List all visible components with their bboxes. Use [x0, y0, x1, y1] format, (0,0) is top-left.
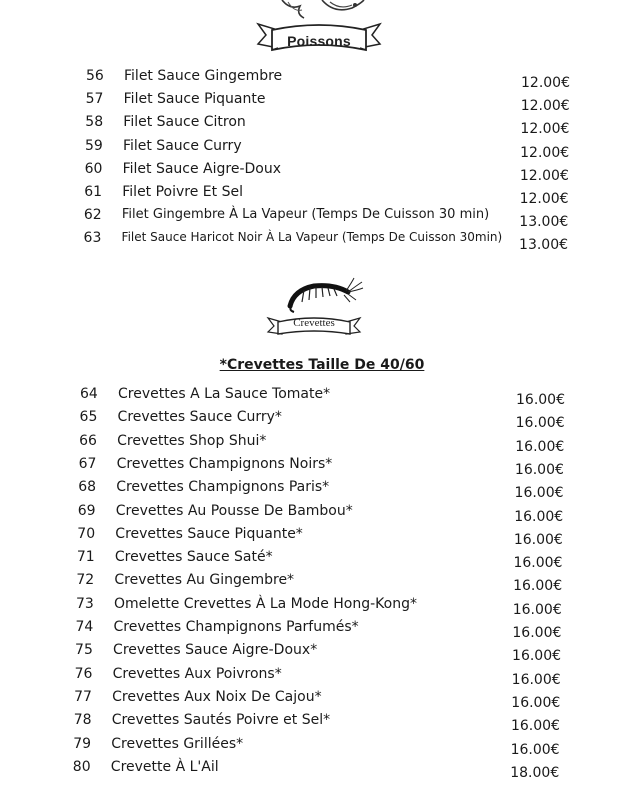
item-name: Filet Sauce Haricot Noir À La Vapeur (Temps De Cuisson 30min): [121, 230, 503, 245]
item-price: 12.00€: [519, 191, 569, 207]
item-name: Crevettes Champignons Parfumés*: [113, 619, 359, 635]
item-price: 16.00€: [512, 648, 562, 665]
item-price: 16.00€: [513, 555, 563, 572]
menu-item: [73, 736, 593, 758]
item-price: 12.00€: [519, 167, 569, 184]
item-price: 16.00€: [510, 718, 560, 735]
menu-item: [79, 433, 599, 455]
item-number: 56: [86, 68, 104, 84]
item-name: Filet Sauce Gingembre: [124, 68, 283, 84]
item-number: 68: [78, 479, 97, 496]
item-name: Crevettes Au Gingembre*: [114, 572, 295, 589]
item-number: 60: [84, 160, 103, 177]
menu-item: [79, 456, 599, 478]
item-number: 64: [80, 386, 98, 402]
item-price: 12.00€: [520, 121, 570, 138]
menu-item: [73, 759, 593, 781]
item-price: 18.00€: [510, 764, 560, 781]
crevettes-banner: [264, 276, 364, 338]
menu-item: [86, 91, 606, 113]
item-number: 80: [72, 758, 91, 775]
menu-item: [75, 666, 595, 688]
item-price: 16.00€: [515, 415, 565, 432]
menu-item: [85, 138, 605, 160]
item-name: Filet Sauce Aigre-Doux: [122, 160, 282, 177]
menu-item: [76, 572, 596, 594]
menu-item: [84, 184, 604, 206]
item-price: 16.00€: [516, 392, 565, 408]
menu-item: [76, 619, 596, 641]
item-price: 16.00€: [514, 485, 564, 502]
menu-item: [74, 689, 594, 711]
poissons-title: Poissons: [287, 33, 351, 49]
item-name: Crevettes Sauce Piquante*: [115, 525, 303, 542]
menu-item: [80, 386, 600, 408]
item-price: 16.00€: [515, 438, 565, 455]
item-price: 12.00€: [520, 144, 570, 161]
item-name: Omelette Crevettes À La Mode Hong-Kong*: [113, 595, 417, 612]
item-name: Crevettes Grillées*: [111, 735, 244, 752]
item-number: 69: [77, 502, 96, 519]
item-price: 16.00€: [513, 578, 563, 595]
menu-item: [76, 596, 596, 618]
menu-item: [85, 114, 605, 136]
menu-item: [77, 549, 597, 571]
item-name: Crevettes Aux Poivrons*: [112, 665, 282, 682]
item-number: 71: [76, 549, 95, 566]
item-name: Filet Gingembre À La Vapeur (Temps De Cuisson 30 min): [121, 207, 490, 223]
item-name: Crevettes Aux Noix De Cajou*: [112, 688, 322, 705]
item-number: 76: [74, 665, 93, 682]
item-name: Crevettes Sautés Poivre et Sel*: [111, 712, 331, 729]
poissons-banner: [252, 0, 386, 58]
item-number: 67: [78, 455, 97, 472]
item-name: Crevette À L'Ail: [110, 758, 219, 775]
fish-icon: [252, 0, 386, 58]
item-name: Filet Sauce Curry: [122, 137, 242, 154]
menu-item: [77, 526, 597, 548]
item-number: 73: [75, 595, 94, 612]
item-name: Crevettes Champignons Noirs*: [116, 455, 333, 472]
item-number: 62: [83, 207, 102, 224]
menu-item: [75, 642, 595, 664]
item-name: Crevettes Champignons Paris*: [116, 479, 330, 496]
item-number: 75: [75, 642, 93, 659]
item-price: 16.00€: [513, 531, 563, 548]
item-name: Crevettes A La Sauce Tomate*: [118, 386, 331, 402]
menu-item: [86, 68, 606, 90]
item-price: 12.00€: [520, 98, 570, 115]
item-number: 72: [76, 572, 95, 589]
item-price: 16.00€: [512, 625, 562, 641]
item-price: 16.00€: [512, 601, 562, 618]
item-name: Crevettes Sauce Aigre-Doux*: [113, 642, 318, 659]
menu-item: [84, 230, 604, 252]
menu-item: [85, 161, 605, 183]
menu-item: [78, 479, 598, 501]
item-name: Filet Sauce Citron: [123, 114, 246, 131]
item-number: 77: [74, 688, 92, 705]
item-number: 65: [79, 409, 98, 426]
item-number: 70: [77, 525, 96, 542]
item-name: Crevettes Sauce Saté*: [114, 549, 273, 566]
item-name: Filet Sauce Piquante: [123, 91, 266, 108]
item-number: 78: [73, 712, 92, 729]
menu-item: [74, 712, 594, 734]
item-number: 63: [83, 230, 102, 247]
item-number: 59: [84, 137, 103, 154]
item-number: 66: [79, 432, 97, 449]
item-name: Crevettes Au Pousse De Bambou*: [115, 502, 353, 519]
item-price: 12.00€: [521, 75, 570, 91]
item-price: 13.00€: [519, 214, 569, 231]
menu-item: [84, 207, 604, 229]
item-name: Filet Poivre Et Sel: [122, 184, 243, 200]
item-number: 79: [73, 735, 92, 752]
item-price: 13.00€: [519, 237, 569, 254]
item-price: 16.00€: [511, 694, 561, 711]
item-price: 16.00€: [514, 461, 564, 478]
item-name: Crevettes Shop Shui*: [117, 432, 267, 449]
item-price: 16.00€: [514, 508, 564, 525]
item-number: 74: [75, 619, 94, 635]
crevettes-title: Crevettes: [293, 317, 335, 329]
item-number: 61: [84, 184, 103, 200]
crevettes-size-note: *Crevettes Taille De 40/60: [219, 357, 425, 373]
menu-item: [78, 503, 598, 525]
item-number: 58: [85, 114, 104, 131]
item-name: Crevettes Sauce Curry*: [117, 409, 282, 426]
menu-item: [80, 409, 600, 431]
item-price: 16.00€: [511, 671, 561, 688]
item-price: 16.00€: [510, 741, 560, 758]
item-number: 57: [85, 91, 104, 108]
